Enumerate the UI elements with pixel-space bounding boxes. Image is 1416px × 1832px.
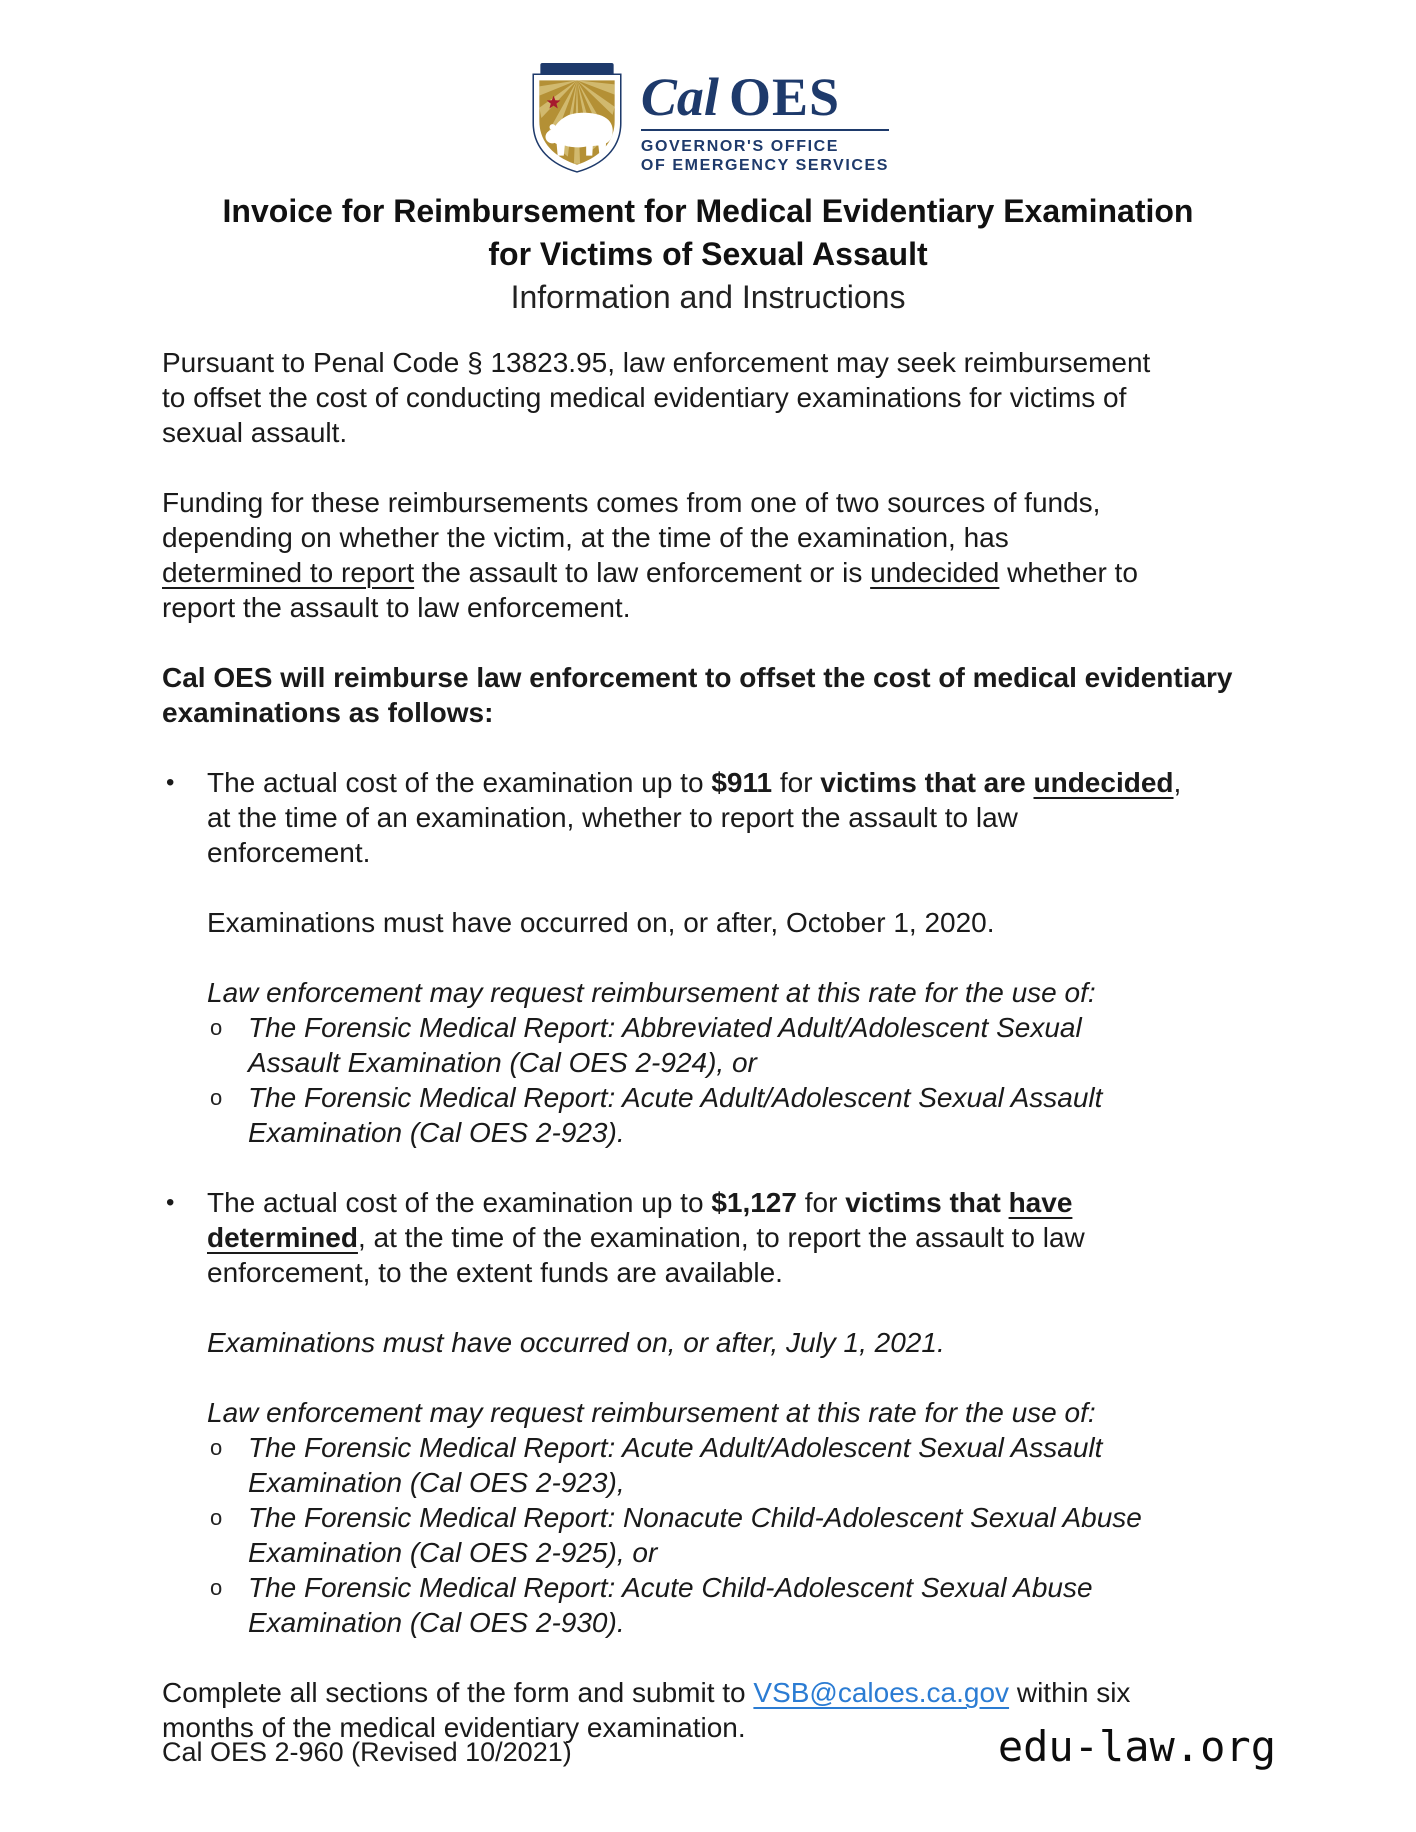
bullet-item	[162, 765, 1296, 870]
indented-line	[162, 905, 1296, 940]
text-run: victims that are	[820, 767, 1034, 798]
text-run: whether to	[999, 557, 1138, 588]
form-number: Cal OES 2-960 (Revised 10/2021)	[162, 1737, 572, 1767]
email-link[interactable]: VSB@caloes.ca.gov	[753, 1677, 1010, 1708]
text-run: Cal OES will reimburse law enforcement to offset the cost of medical evidentiary	[162, 662, 1233, 693]
text-run: ,	[1173, 767, 1182, 798]
text-run: Law enforcement may request reimbursement at this rate for the use of:	[207, 1397, 1096, 1428]
text-run: $911	[711, 767, 773, 798]
text-run: sexual assault.	[162, 417, 348, 448]
text-run: undecided	[1033, 767, 1174, 798]
text-run: The Forensic Medical Report: Nonacute Child-Adolescent Sexual Abuse	[248, 1502, 1142, 1533]
bullet-item	[162, 1185, 1296, 1290]
text-run: examinations as follows:	[162, 697, 494, 728]
bullet-text	[248, 1570, 1093, 1640]
bullet-text	[248, 1010, 1082, 1080]
title-line1: Invoice for Reimbursement for Medical Evidentiary Examination	[222, 193, 1194, 229]
document-subtitle: Information and Instructions	[510, 279, 906, 315]
bullet-text	[207, 1185, 1085, 1290]
bullet-text	[248, 1080, 1102, 1150]
text-run: Assault Examination (Cal OES 2-924), or	[248, 1047, 757, 1078]
circle-bullet-icon: o	[210, 1575, 223, 1600]
bullet-text	[207, 765, 1181, 870]
sub-bullet-item	[162, 1500, 1296, 1570]
caloes-shield-icon	[527, 62, 627, 176]
paragraph	[162, 345, 1296, 450]
brand-oes: OES	[728, 67, 840, 127]
indented-line	[162, 1325, 1296, 1360]
text-run: Law enforcement may request reimbursement at this rate for the use of:	[207, 977, 1096, 1008]
text-run: the assault to law enforcement or is	[414, 557, 871, 588]
text-run: Examinations must have occurred on, or after, October 1, 2020.	[207, 907, 995, 938]
text-run: enforcement, to the extent funds are available.	[207, 1257, 783, 1288]
text-run: Complete all sections of the form and submit to	[162, 1677, 754, 1708]
indented-line	[162, 975, 1296, 1010]
text-run: Funding for these reimbursements comes from one of two sources of funds,	[162, 487, 1101, 518]
title-line2: for Victims of Sexual Assault	[488, 236, 928, 272]
bullet-text	[248, 1500, 1142, 1570]
text-run: The Forensic Medical Report: Acute Adult/Adolescent Sexual Assault	[248, 1082, 1103, 1113]
text-run: , at the time of the examination, to report the assault to law	[357, 1222, 1085, 1253]
text-run: depending on whether the victim, at the time of the examination, has	[162, 522, 1009, 553]
sub-bullet-item	[162, 1010, 1296, 1080]
bullet-text	[248, 1430, 1102, 1500]
text-run: Examination (Cal OES 2-925), or	[248, 1537, 658, 1568]
text-run: at the time of an examination, whether to report the assault to law	[207, 802, 1018, 833]
circle-bullet-icon: o	[210, 1085, 223, 1110]
text-run: months of the medical evidentiary examination.	[162, 1712, 746, 1743]
shield-band	[540, 63, 613, 75]
text-run: The Forensic Medical Report: Acute Child-Adolescent Sexual Abuse	[248, 1572, 1093, 1603]
text-run: enforcement.	[207, 837, 371, 868]
page-footer	[162, 1722, 1276, 1771]
sub-bullet-item	[162, 1430, 1296, 1500]
circle-bullet-icon: o	[210, 1435, 223, 1460]
caloes-logo	[0, 0, 1416, 176]
circle-bullet-icon: o	[210, 1505, 223, 1530]
brand-cal: Cal	[640, 67, 719, 127]
text-run: The Forensic Medical Report: Abbreviated Adult/Adolescent Sexual	[248, 1012, 1082, 1043]
tagline-line1: GOVERNOR'S OFFICE	[640, 138, 840, 155]
text-run: The actual cost of the examination up to	[207, 767, 712, 798]
text-run: to offset the cost of conducting medical evidentiary examinations for victims of	[162, 382, 1127, 413]
sub-bullet-item	[162, 1570, 1296, 1640]
text-run: Examination (Cal OES 2-930).	[248, 1607, 625, 1638]
text-run: determined to report	[162, 557, 415, 588]
text-run: undecided	[870, 557, 1000, 588]
text-run: have	[1008, 1187, 1073, 1218]
bullet-icon: •	[166, 769, 175, 796]
bullet-icon: •	[166, 1189, 175, 1216]
text-run: for	[772, 767, 821, 798]
paragraph	[162, 485, 1296, 625]
text-run: $1,127	[711, 1187, 797, 1218]
text-run: The actual cost of the examination up to	[207, 1187, 712, 1218]
text-run: victims that	[845, 1187, 1009, 1218]
circle-bullet-icon: o	[210, 1015, 223, 1040]
watermark: edu-law.org	[997, 1722, 1276, 1771]
text-run: Pursuant to Penal Code § 13823.95, law enforcement may seek reimbursement	[162, 347, 1151, 378]
text-run: determined	[207, 1222, 358, 1253]
section-heading	[162, 660, 1296, 730]
caloes-wordmark	[641, 62, 889, 175]
indented-line	[162, 1395, 1296, 1430]
text-run: Examination (Cal OES 2-923),	[248, 1467, 625, 1498]
sub-bullet-item	[162, 1080, 1296, 1150]
document-body	[162, 345, 1296, 1745]
brand-name	[640, 67, 889, 127]
text-run: The Forensic Medical Report: Acute Adult/Adolescent Sexual Assault	[248, 1432, 1103, 1463]
text-run: for	[796, 1187, 846, 1218]
text-run: Examination (Cal OES 2-923).	[248, 1117, 625, 1148]
document-title	[0, 190, 1416, 276]
text-run: report the assault to law enforcement.	[162, 592, 631, 623]
tagline-line2: OF EMERGENCY SERVICES	[640, 157, 890, 174]
text-run: within six	[1009, 1677, 1131, 1708]
logo-divider	[641, 129, 889, 131]
text-run: Examinations must have occurred on, or after, July 1, 2021.	[207, 1327, 945, 1358]
